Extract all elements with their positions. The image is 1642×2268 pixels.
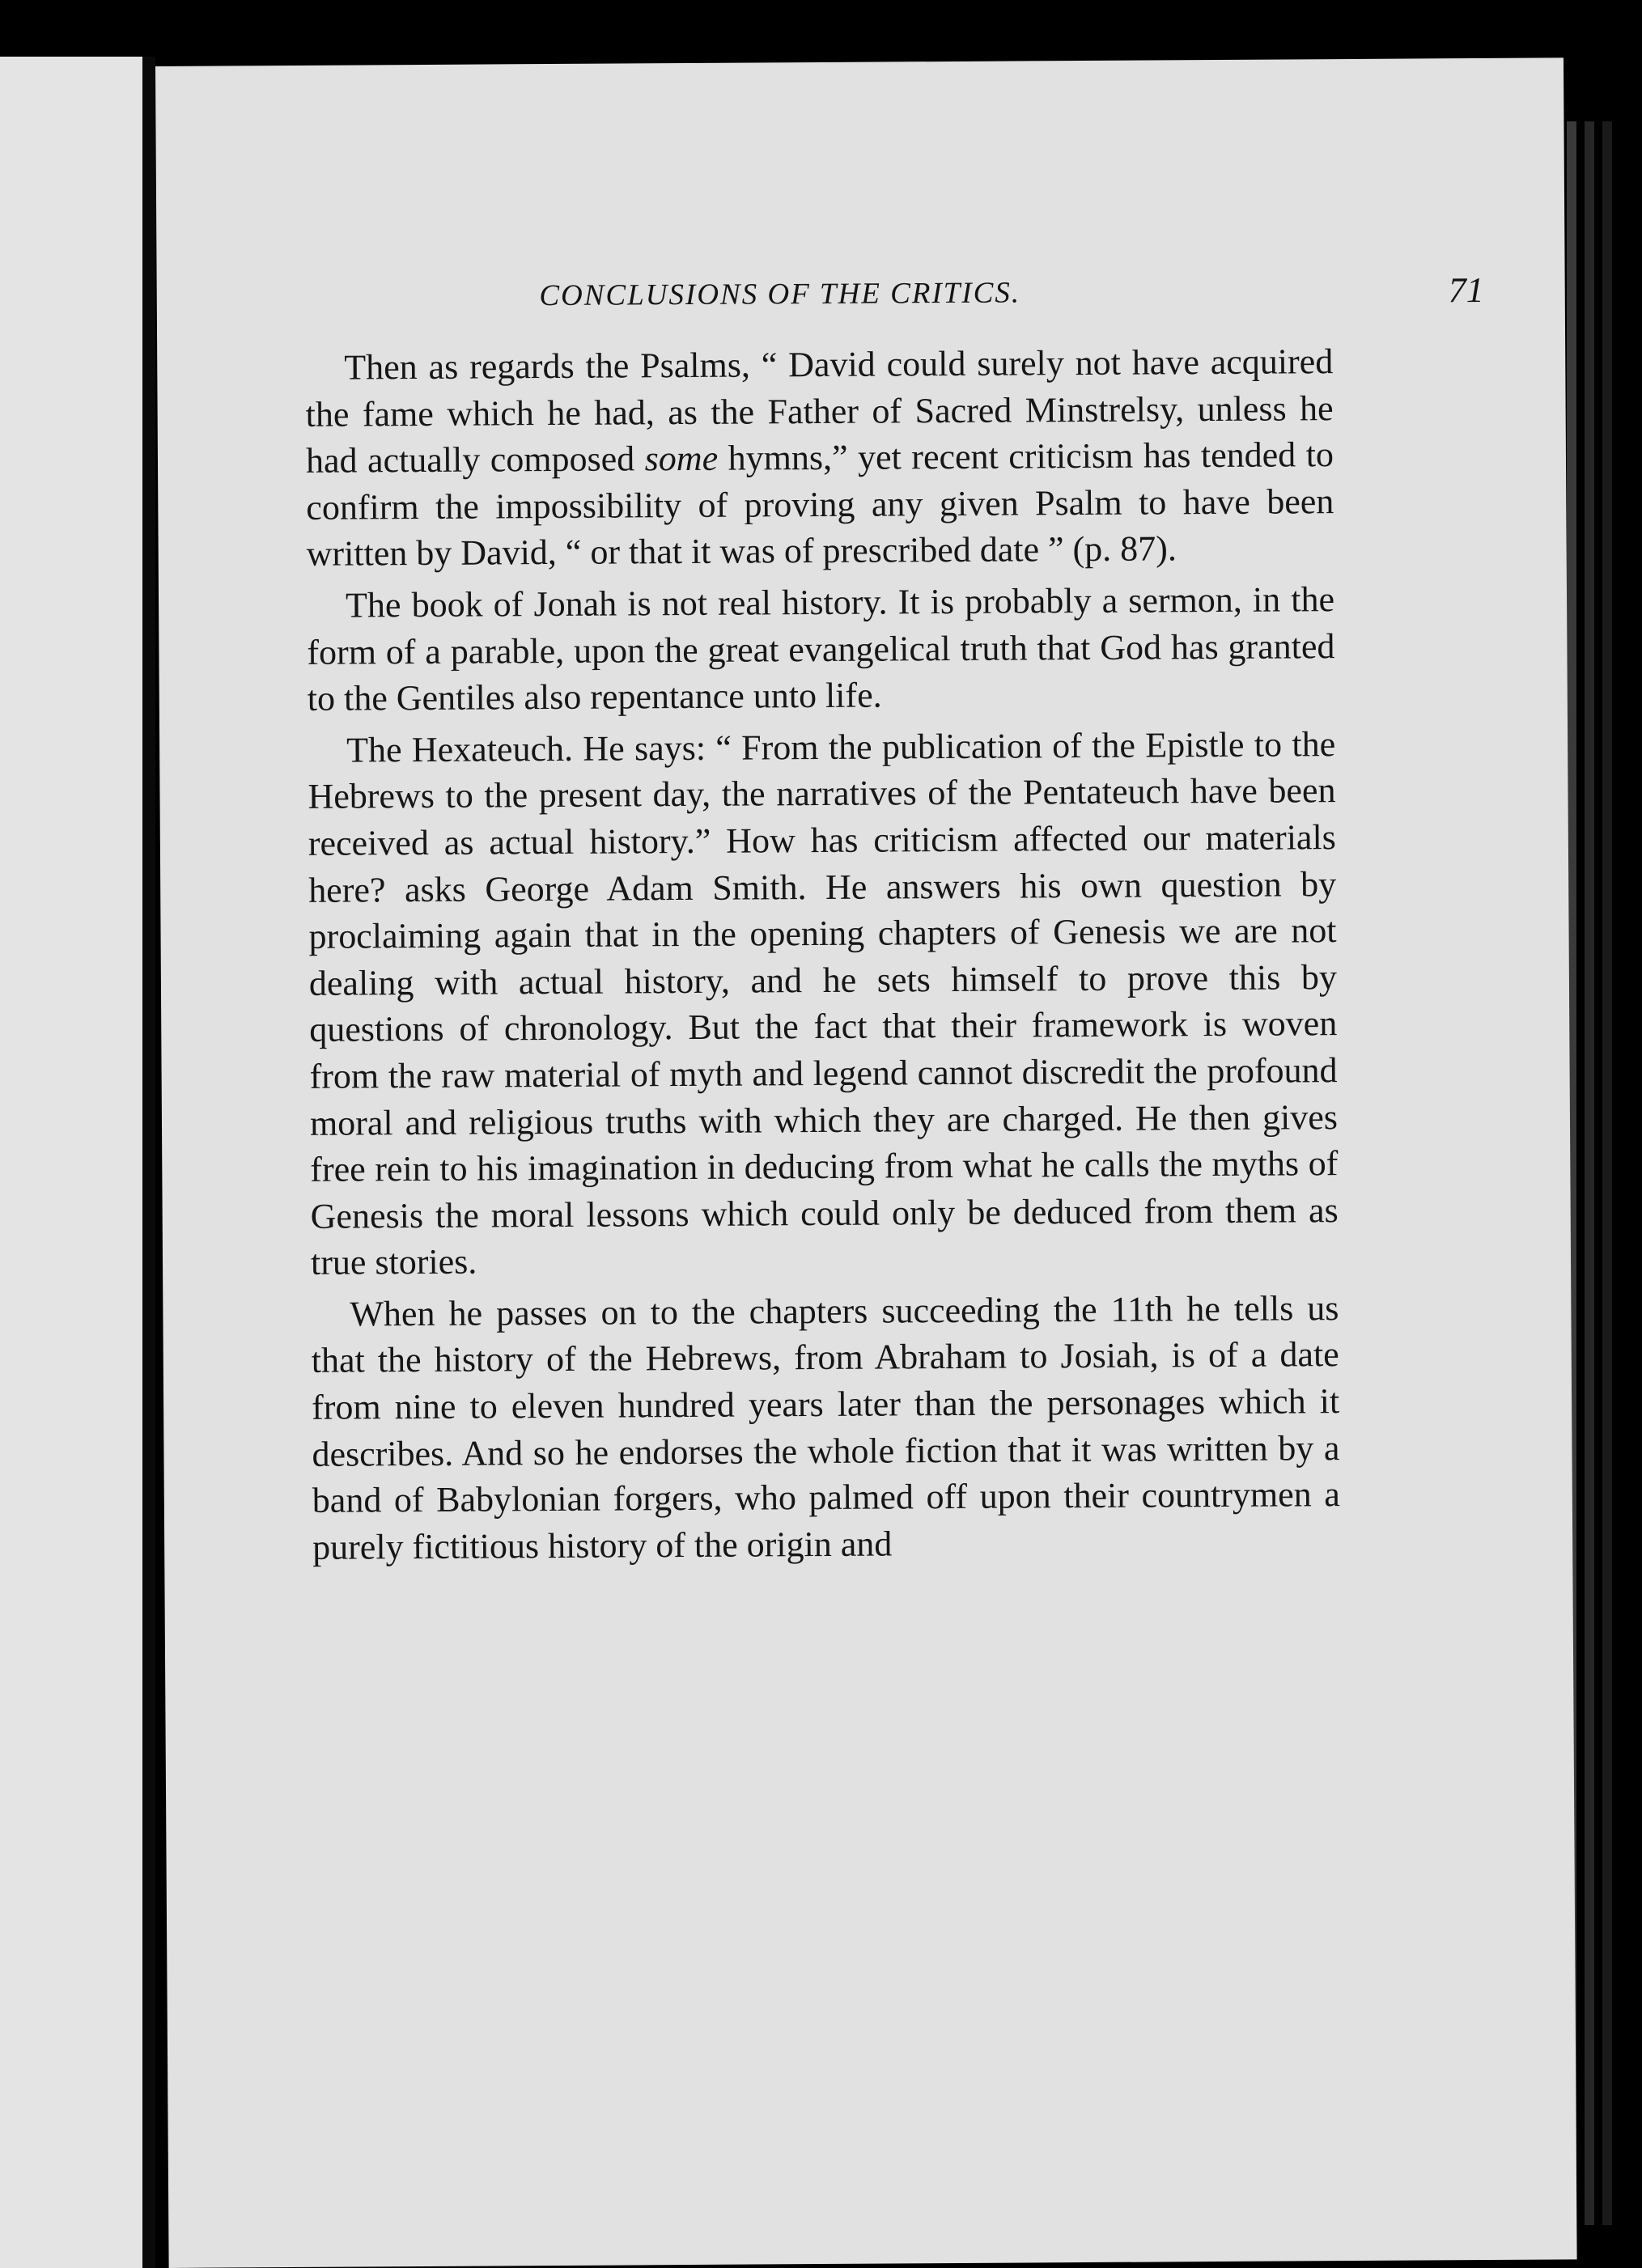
- paragraph-hebrew-history: When he passes on to the chapters succeeding the 11th he tells us that the history of the Hebrews, from Abraham to Josiah, is of a date from nine to eleven hundred years later than the personages which it describes. And so he endorses the whole fiction that it was written by a band of Babylonian forgers, who palmed off upon their countrymen a purely fictitious history of the origin and: [311, 1287, 1340, 1567]
- paragraph-text: hymns,” yet recent criticism has tended to confirm the impossibility of proving any given Psalm to have been written by David, “ or that it was of prescribed date ” (p. 87).: [306, 435, 1334, 574]
- paragraph-jonah: The book of Jonah is not real history. It is probably a sermon, in the form of a parable, upon the great evangelical truth that God has granted to the Gentiles also repentance unto life.: [307, 579, 1335, 719]
- paragraph-psalms: [305, 338, 1334, 578]
- paragraph-hexateuch: The Hexateuch. He says: “ From the publication of the Epistle to the Hebrews to the present day, the narratives of the Pentateuch have been received as actual history.” How has criticism affected our materials here? asks George Adam Smith. He answers his own question by proclaiming again that in the opening chapters of Genesis we are not dealing with actual history, and he sets himself to prove this by questions of chronology. But the fact that their framework is woven from the raw material of myth and legend cannot discredit the profound moral and religious truths with which they are charged. He then gives free rein to his imagination in deducing from what he calls the myths of Genesis the moral lessons which could only be deduced from them as true stories.: [308, 723, 1339, 1283]
- running-head: [253, 256, 1483, 329]
- page-edge-stack: [1602, 121, 1612, 2225]
- body-text: [305, 338, 1340, 1575]
- book-page: [155, 57, 1577, 2268]
- facing-page-edge: [0, 57, 142, 2268]
- page-edge-stack: [1585, 121, 1594, 2225]
- running-title: CONCLUSIONS OF THE CRITICS.: [539, 276, 1021, 313]
- page-number: 71: [1448, 269, 1484, 311]
- paragraph-text: Then as regards the Psalms, “ David could surely not have acquired the fame which he had, as the Father of Sacred Minstrelsy, unless he had actually composed: [305, 341, 1334, 481]
- emphasized-word: some: [644, 438, 719, 479]
- book-gutter: [142, 57, 155, 2268]
